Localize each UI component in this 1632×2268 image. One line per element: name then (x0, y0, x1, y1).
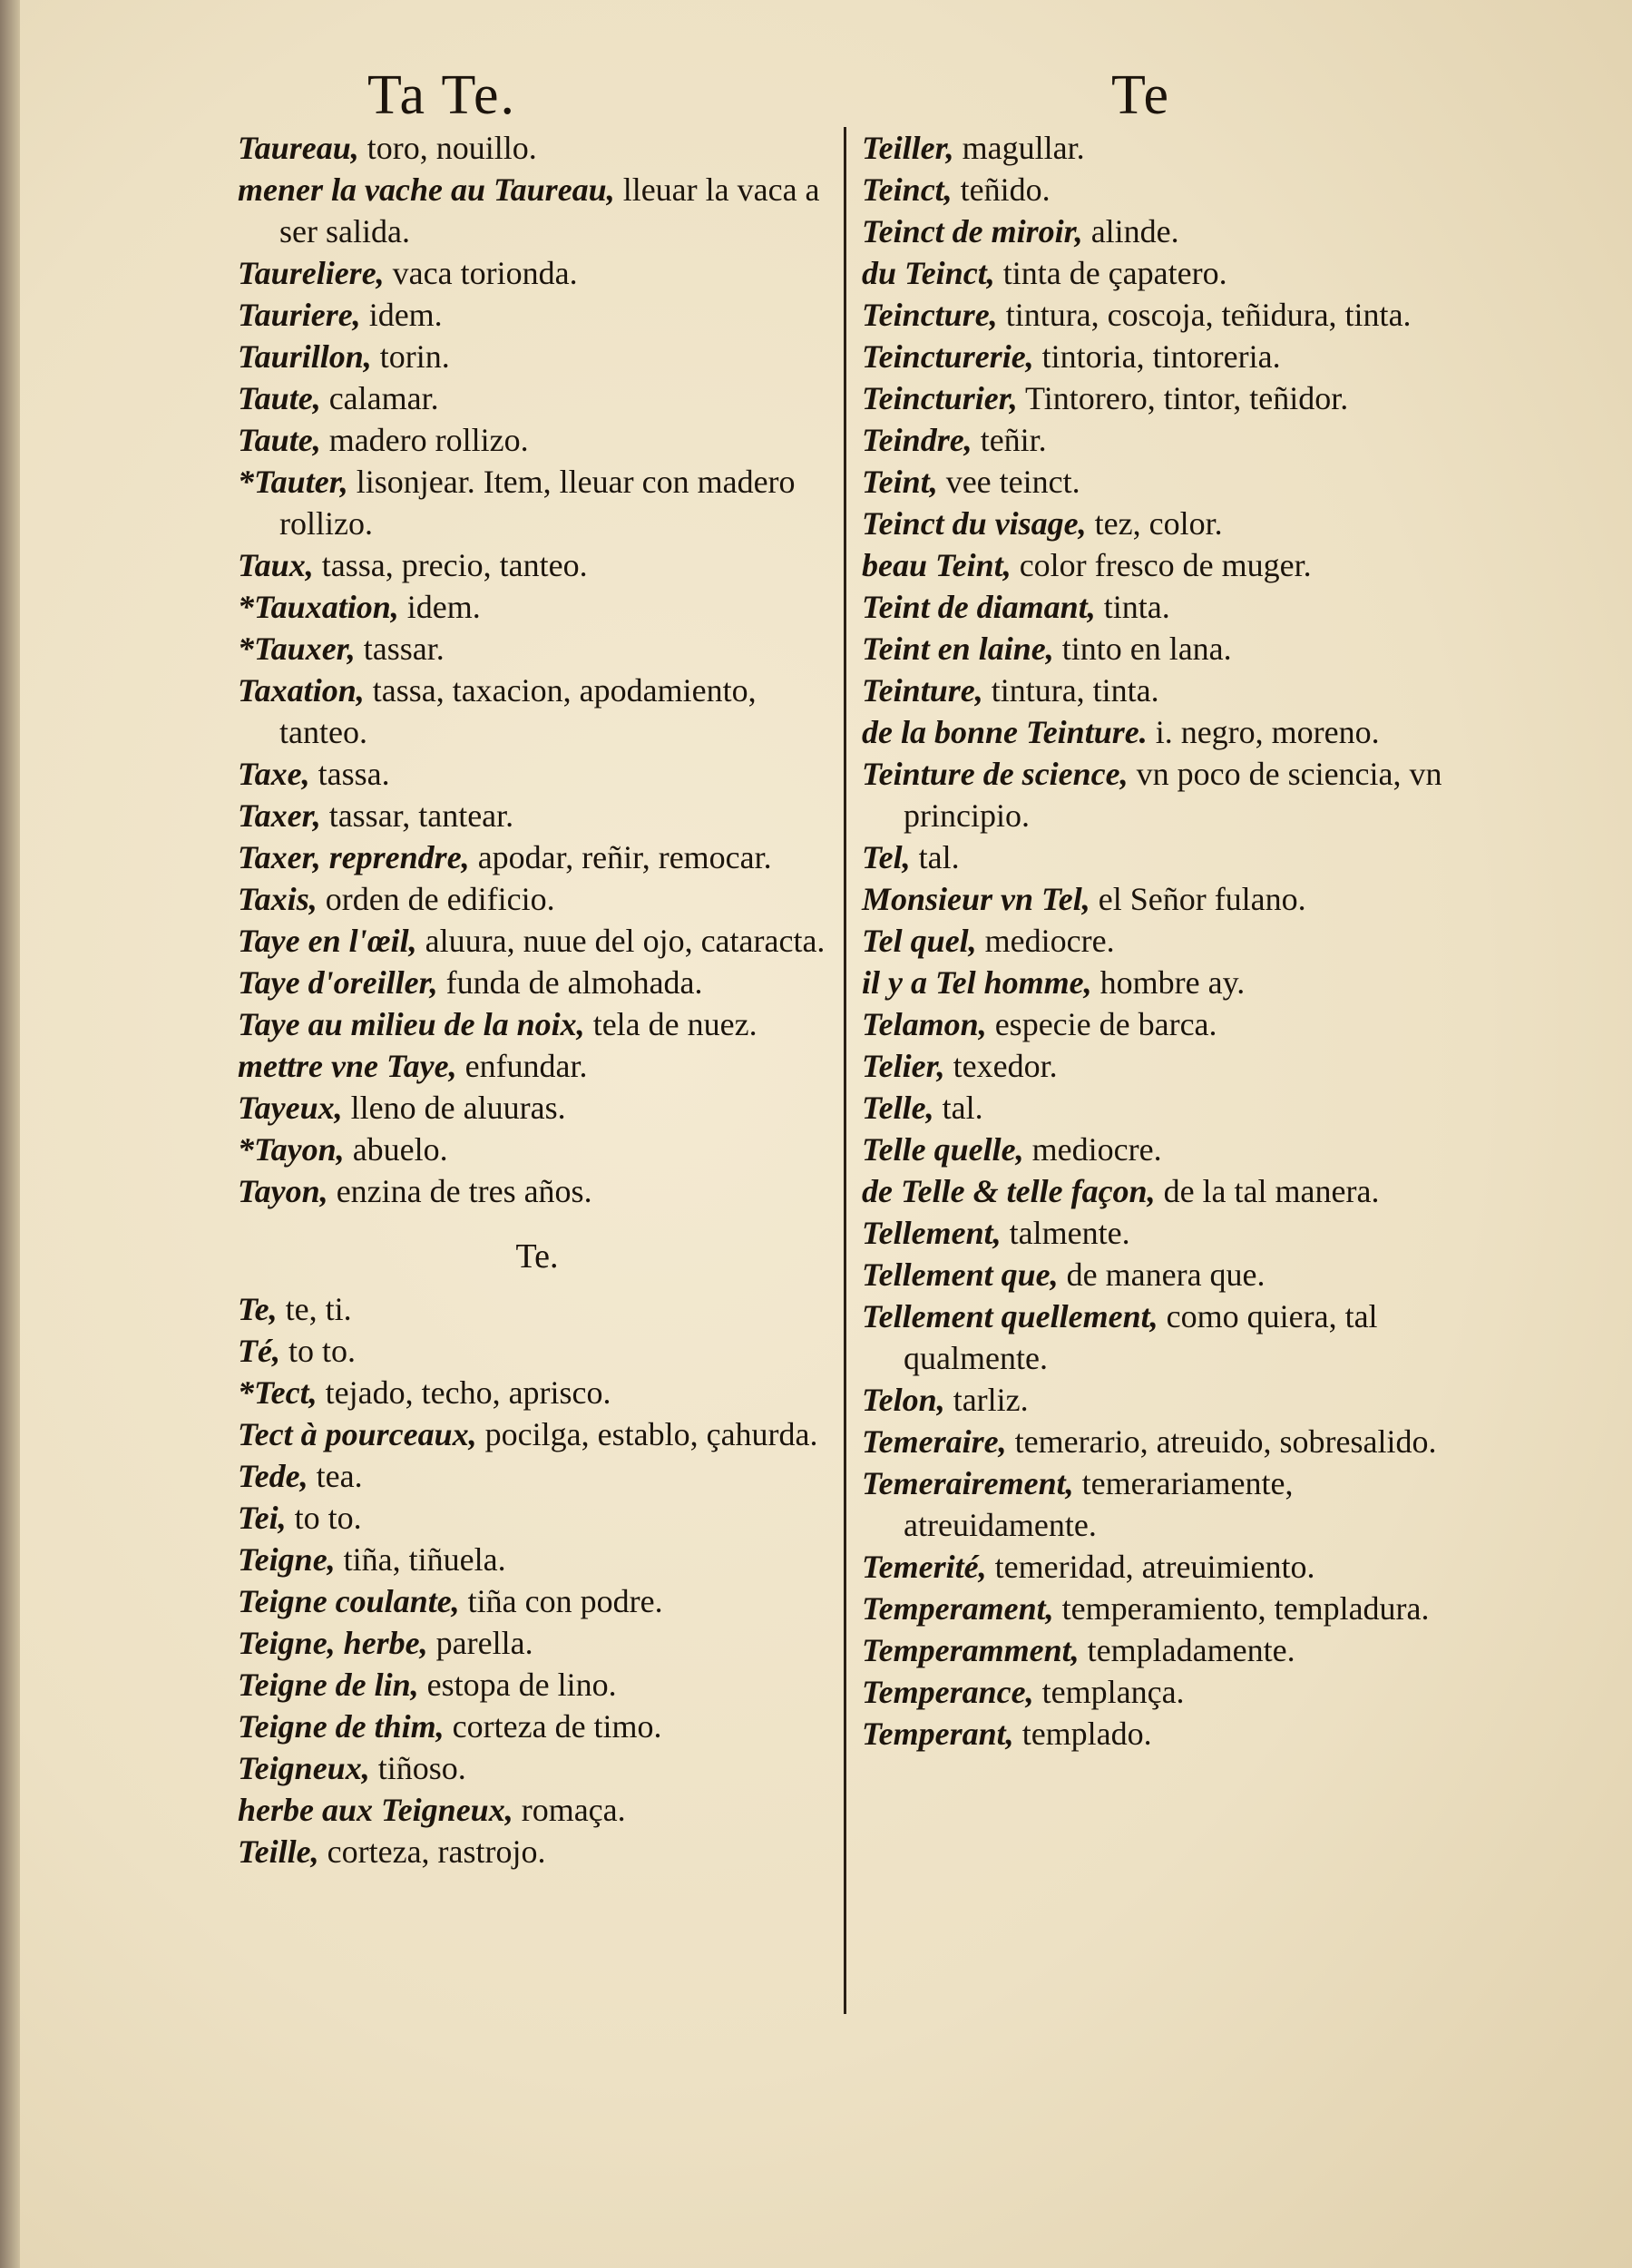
entry-headword: Temerité, (862, 1549, 987, 1585)
entry-definition: tassa, precio, tanteo. (313, 547, 588, 583)
entry-headword: Teigneux, (238, 1750, 370, 1786)
entry-definition: templança. (1033, 1674, 1185, 1710)
entry-definition: corteza de timo. (444, 1708, 662, 1745)
entry-definition: templado. (1013, 1716, 1152, 1752)
entry-headword: Teigne coulante, (238, 1583, 460, 1619)
entry-headword: Teigne de thim, (238, 1708, 445, 1745)
entry-definition: estopa de lino. (418, 1667, 617, 1703)
dictionary-entry (238, 1170, 836, 1212)
dictionary-entry (862, 1003, 1479, 1045)
dictionary-entry (238, 461, 836, 544)
entry-definition: apodar, reñir, remocar. (469, 839, 772, 875)
entry-definition: funda de almohada. (437, 964, 703, 1001)
dictionary-entry (862, 836, 1479, 878)
entry-definition: vee teinct. (937, 464, 1080, 500)
entry-headword: Taute, (238, 380, 321, 416)
dictionary-entry (238, 1372, 836, 1413)
dictionary-entry (238, 1747, 836, 1789)
dictionary-entry (238, 336, 836, 377)
dictionary-entry (862, 1421, 1479, 1462)
entry-definition: tela de nuez. (584, 1006, 757, 1042)
entry-headword: Taye au milieu de la noix, (238, 1006, 585, 1042)
entry-headword: mettre vne Taye, (238, 1048, 457, 1084)
entry-definition: lleno de aluuras. (342, 1090, 566, 1126)
dictionary-entry (862, 878, 1479, 920)
entry-headword: Tayeux, (238, 1090, 343, 1126)
dictionary-entry (862, 461, 1479, 503)
entry-definition: tinta de çapatero. (994, 255, 1227, 291)
entry-headword: Teinct de miroir, (862, 213, 1083, 249)
entry-definition: texedor. (944, 1048, 1058, 1084)
entry-headword: *Tauter, (238, 464, 348, 500)
entry-definition: abuelo. (344, 1131, 448, 1168)
entry-definition: tarliz. (944, 1382, 1029, 1418)
entry-definition: teñir. (972, 422, 1047, 458)
entry-headword: Tellement que, (862, 1256, 1059, 1293)
entry-headword: Tellement, (862, 1215, 1002, 1251)
entry-definition: to to. (286, 1500, 362, 1536)
entry-definition: orden de edificio. (317, 881, 555, 917)
entry-headword: Taxer, reprendre, (238, 839, 470, 875)
dictionary-entry (238, 1129, 836, 1170)
entry-headword: Temperance, (862, 1674, 1034, 1710)
entry-headword: Taxe, (238, 756, 310, 792)
entry-headword: Teiller, (862, 130, 954, 166)
entry-definition: mediocre. (976, 923, 1115, 959)
dictionary-entry (862, 127, 1479, 169)
entry-definition: el Señor fulano. (1090, 881, 1306, 917)
dictionary-entry (238, 377, 836, 419)
entry-definition: tez, color. (1086, 505, 1223, 542)
entry-definition: tintura, tinta. (982, 672, 1159, 709)
entry-headword: Teigne de lin, (238, 1667, 419, 1703)
dictionary-entry (862, 1671, 1479, 1713)
entry-definition: tiña con podre. (459, 1583, 663, 1619)
dictionary-entry (238, 628, 836, 670)
entry-headword: Telamon, (862, 1006, 987, 1042)
entry-definition: magullar. (953, 130, 1085, 166)
dictionary-entry (862, 1379, 1479, 1421)
page-edge-shadow (0, 0, 20, 2268)
entry-definition: tea. (308, 1458, 363, 1494)
entry-headword: Teindre, (862, 422, 972, 458)
dictionary-entry (862, 1087, 1479, 1129)
left-entries-te (238, 1288, 836, 1872)
entry-headword: beau Teint, (862, 547, 1011, 583)
entry-headword: *Tect, (238, 1374, 318, 1411)
entry-headword: Teint, (862, 464, 938, 500)
entry-headword: Teinture, (862, 672, 983, 709)
entry-headword: Teint en laine, (862, 631, 1054, 667)
dictionary-entry (862, 544, 1479, 586)
dictionary-entry (238, 1045, 836, 1087)
dictionary-entry (238, 1003, 836, 1045)
entry-headword: Telier, (862, 1048, 945, 1084)
column-divider (844, 127, 846, 2014)
entry-definition: de la tal manera. (1155, 1173, 1380, 1209)
dictionary-entry (238, 586, 836, 628)
entry-headword: Taux, (238, 547, 314, 583)
entry-definition: temeridad, atreuimiento. (986, 1549, 1315, 1585)
dictionary-entry (862, 920, 1479, 962)
entry-headword: Teinct du visage, (862, 505, 1087, 542)
dictionary-entry (238, 795, 836, 836)
dictionary-entry (238, 1330, 836, 1372)
entry-definition: teñido. (952, 171, 1051, 208)
entry-headword: Tauriere, (238, 297, 361, 333)
entry-definition: mediocre. (1023, 1131, 1162, 1168)
entry-headword: Teinct, (862, 171, 953, 208)
dictionary-entry (862, 1212, 1479, 1254)
dictionary-entry (238, 753, 836, 795)
entry-definition: lisonjear. Item, lleuar con madero rollizo. (279, 464, 796, 542)
dictionary-entry (862, 419, 1479, 461)
dictionary-entry (238, 920, 836, 962)
dictionary-entry (238, 1706, 836, 1747)
dictionary-entry (862, 1713, 1479, 1755)
entry-definition: templadamente. (1079, 1632, 1295, 1668)
dictionary-entry (238, 962, 836, 1003)
entry-definition: temperamiento, templadura. (1053, 1590, 1430, 1627)
entry-headword: Taxer, (238, 797, 321, 834)
entry-headword: Telon, (862, 1382, 945, 1418)
entry-headword: herbe aux Teigneux, (238, 1792, 513, 1828)
entry-headword: Tel quel, (862, 923, 977, 959)
entry-headword: Temeraire, (862, 1423, 1007, 1460)
entry-headword: mener la vache au Taureau, (238, 171, 615, 208)
entry-headword: Taxation, (238, 672, 365, 709)
entry-headword: Temperant, (862, 1716, 1014, 1752)
entry-headword: du Teinct, (862, 255, 995, 291)
entry-definition: madero rollizo. (320, 422, 529, 458)
entry-definition: tintoria, tintoreria. (1033, 338, 1281, 375)
section-label: Te. (515, 1237, 559, 1276)
entry-headword: Taute, (238, 422, 321, 458)
dictionary-entry (862, 1588, 1479, 1629)
entry-headword: Temperament, (862, 1590, 1054, 1627)
entry-definition: calamar. (320, 380, 439, 416)
entry-headword: Teille, (238, 1833, 319, 1870)
entry-definition: aluura, nuue del ojo, cataracta. (416, 923, 826, 959)
entry-headword: Tect à pourceaux, (238, 1416, 477, 1452)
entry-headword: Taureau, (238, 130, 359, 166)
right-entries (862, 127, 1479, 1755)
entry-definition: tinta. (1095, 589, 1170, 625)
entry-headword: Temerairement, (862, 1465, 1074, 1501)
entry-definition: lleuar la vaca a ser salida. (279, 171, 820, 249)
dictionary-entry (238, 294, 836, 336)
entry-definition: vaca torionda. (384, 255, 578, 291)
entry-definition: especie de barca. (986, 1006, 1217, 1042)
entry-definition: Tintorero, tintor, teñidor. (1017, 380, 1349, 416)
dictionary-entry (238, 670, 836, 753)
entry-definition: color fresco de muger. (1011, 547, 1312, 583)
dictionary-entry (238, 1497, 836, 1539)
entry-headword: *Tauxation, (238, 589, 399, 625)
entry-headword: Taye en l'œil, (238, 923, 417, 959)
entry-headword: Monsieur vn Tel, (862, 881, 1090, 917)
entry-definition: i. negro, moreno. (1147, 714, 1380, 750)
dictionary-entry (238, 878, 836, 920)
dictionary-entry (862, 1170, 1479, 1212)
dictionary-entry (862, 336, 1479, 377)
header-left: Ta Te. (367, 64, 517, 126)
dictionary-entry (862, 1045, 1479, 1087)
dictionary-entry (238, 127, 836, 169)
entry-definition: tiñoso. (369, 1750, 466, 1786)
entry-headword: Telle, (862, 1090, 934, 1126)
entry-definition: tal. (910, 839, 960, 875)
entry-headword: Tel, (862, 839, 911, 875)
header-right: Te (1111, 64, 1171, 126)
dictionary-entry (862, 1254, 1479, 1295)
dictionary-entry (862, 1129, 1479, 1170)
entry-headword: Teincturerie, (862, 338, 1034, 375)
entry-definition: to to. (279, 1333, 356, 1369)
dictionary-entry (238, 1580, 836, 1622)
entry-definition: alinde. (1082, 213, 1179, 249)
entry-definition: tintura, coscoja, teñidura, tinta. (997, 297, 1412, 333)
entry-headword: Taureliere, (238, 255, 385, 291)
entry-definition: tiña, tiñuela. (335, 1541, 506, 1578)
entry-definition: hombre ay. (1091, 964, 1246, 1001)
entry-definition: temerario, atreuido, sobresalido. (1006, 1423, 1437, 1460)
entry-headword: Tellement quellement, (862, 1298, 1158, 1334)
dictionary-entry (862, 377, 1479, 419)
dictionary-entry (238, 169, 836, 252)
entry-headword: Tei, (238, 1500, 287, 1536)
entry-headword: Tayon, (238, 1173, 328, 1209)
entry-headword: il y a Tel homme, (862, 964, 1092, 1001)
entry-definition: temerariamente, atreuidamente. (904, 1465, 1294, 1543)
entry-definition: talmente. (1001, 1215, 1130, 1251)
dictionary-entry (238, 1622, 836, 1664)
entry-definition: tejado, techo, aprisco. (317, 1374, 611, 1411)
dictionary-entry (238, 1455, 836, 1497)
dictionary-entry (238, 1789, 836, 1831)
entry-headword: *Tayon, (238, 1131, 345, 1168)
entry-headword: *Tauxer, (238, 631, 356, 667)
entry-headword: Temperamment, (862, 1632, 1080, 1668)
entry-definition: tassar. (355, 631, 445, 667)
entry-headword: Teigne, herbe, (238, 1625, 428, 1661)
entry-definition: tassar, tantear. (320, 797, 514, 834)
entry-definition: tassa. (309, 756, 390, 792)
entry-definition: tinto en lana. (1053, 631, 1232, 667)
entry-headword: Taxis, (238, 881, 318, 917)
dictionary-entry (862, 1295, 1479, 1379)
dictionary-entry (238, 419, 836, 461)
entry-definition: toro, nouillo. (358, 130, 537, 166)
entry-headword: Taye d'oreiller, (238, 964, 438, 1001)
dictionary-entry (862, 670, 1479, 711)
entry-definition: vn poco de sciencia, vn principio. (904, 756, 1442, 834)
dictionary-entry (238, 1087, 836, 1129)
dictionary-entry (238, 1539, 836, 1580)
dictionary-entry (238, 1288, 836, 1330)
dictionary-entry (862, 1546, 1479, 1588)
dictionary-entry (862, 753, 1479, 836)
right-column (862, 127, 1479, 1755)
entry-definition: idem. (398, 589, 481, 625)
entry-definition: romaça. (513, 1792, 626, 1828)
entry-headword: Té, (238, 1333, 280, 1369)
left-entries (238, 127, 836, 1212)
dictionary-entry (238, 544, 836, 586)
entry-definition: enzina de tres años. (327, 1173, 592, 1209)
entry-headword: Teigne, (238, 1541, 336, 1578)
dictionary-entry (238, 1413, 836, 1455)
dictionary-entry (862, 628, 1479, 670)
entry-headword: Teincture, (862, 297, 998, 333)
dictionary-entry (862, 711, 1479, 753)
entry-definition: enfundar. (456, 1048, 588, 1084)
entry-definition: idem. (360, 297, 443, 333)
entry-headword: Teincturier, (862, 380, 1018, 416)
dictionary-entry (862, 210, 1479, 252)
dictionary-entry (862, 169, 1479, 210)
entry-headword: Taurillon, (238, 338, 372, 375)
dictionary-entry (238, 1664, 836, 1706)
dictionary-entry (862, 1629, 1479, 1671)
entry-definition: torin. (371, 338, 450, 375)
dictionary-entry (862, 294, 1479, 336)
entry-headword: Tede, (238, 1458, 308, 1494)
entry-definition: como quiera, tal qualmente. (904, 1298, 1378, 1376)
entry-headword: Teinture de science, (862, 756, 1129, 792)
entry-definition: de manera que. (1058, 1256, 1266, 1293)
entry-definition: corteza, rastrojo. (318, 1833, 546, 1870)
entry-headword: Teint de diamant, (862, 589, 1096, 625)
entry-headword: Telle quelle, (862, 1131, 1024, 1168)
dictionary-entry (862, 586, 1479, 628)
dictionary-entry (862, 1462, 1479, 1546)
dictionary-entry (862, 252, 1479, 294)
entry-definition: tal. (933, 1090, 983, 1126)
entry-definition: tassa, taxacion, apodamiento, tanteo. (279, 672, 757, 750)
dictionary-entry (862, 503, 1479, 544)
dictionary-entry (862, 962, 1479, 1003)
entry-headword: de Telle & telle façon, (862, 1173, 1156, 1209)
entry-definition: pocilga, establo, çahurda. (476, 1416, 818, 1452)
entry-definition: te, ti. (277, 1291, 352, 1327)
dictionary-entry (238, 252, 836, 294)
left-column (238, 127, 836, 1872)
dictionary-entry (238, 836, 836, 878)
entry-definition: parella. (427, 1625, 533, 1661)
entry-headword: Te, (238, 1291, 278, 1327)
dictionary-entry (238, 1831, 836, 1872)
entry-headword: de la bonne Teinture. (862, 714, 1148, 750)
